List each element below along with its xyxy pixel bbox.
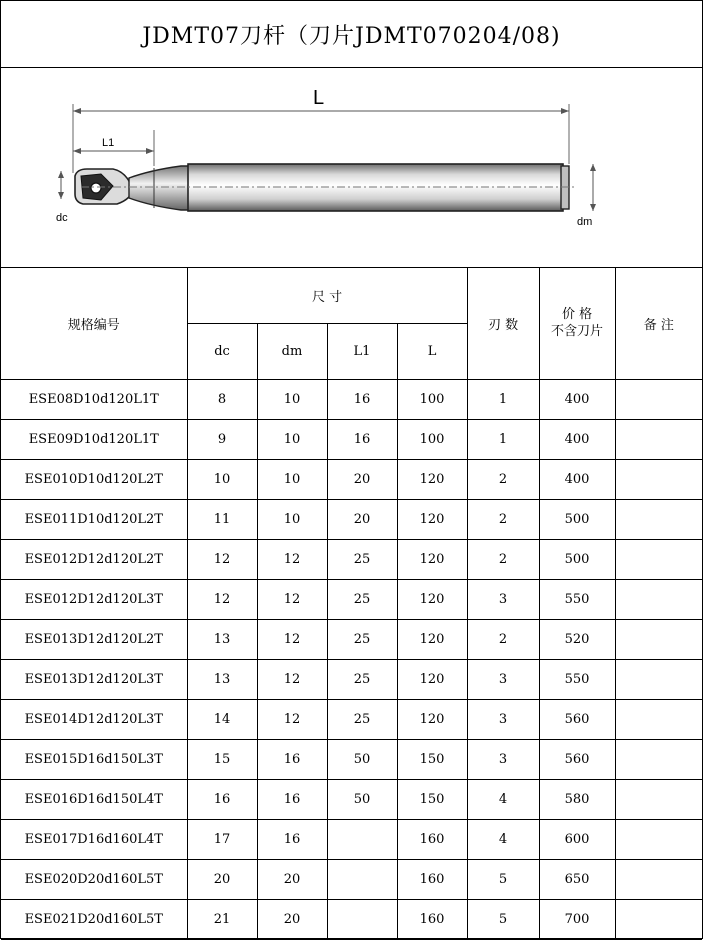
cell-note — [615, 779, 702, 819]
cell-dc: 21 — [187, 899, 257, 939]
cell-edges: 2 — [467, 539, 539, 579]
header-price-line2: 不含刀片 — [551, 324, 604, 340]
cell-code: ESE08D10d120L1T — [1, 379, 187, 419]
cell-dm: 16 — [257, 739, 327, 779]
cell-L1: 20 — [327, 459, 397, 499]
cell-code: ESE013D12d120L2T — [1, 619, 187, 659]
cell-L: 160 — [397, 899, 467, 939]
cell-edges: 2 — [467, 619, 539, 659]
cell-code: ESE012D12d120L3T — [1, 579, 187, 619]
table-row — [1, 419, 702, 459]
cell-code: ESE012D12d120L2T — [1, 539, 187, 579]
cell-price: 560 — [539, 739, 615, 779]
cell-edges: 4 — [467, 779, 539, 819]
tool-drawing — [1, 68, 702, 268]
header-L: L — [397, 323, 467, 379]
cell-dm: 20 — [257, 859, 327, 899]
cell-note — [615, 459, 702, 499]
cell-L: 160 — [397, 859, 467, 899]
header-L1: L1 — [327, 323, 397, 379]
header-remarks: 备 注 — [615, 268, 702, 379]
cell-dc: 10 — [187, 459, 257, 499]
cell-L: 150 — [397, 779, 467, 819]
cell-dm: 12 — [257, 699, 327, 739]
cell-dc: 12 — [187, 539, 257, 579]
spec-table — [1, 268, 702, 940]
cell-price: 550 — [539, 659, 615, 699]
cell-L1: 25 — [327, 619, 397, 659]
table-row — [1, 899, 702, 939]
cell-L: 120 — [397, 459, 467, 499]
cell-dm: 10 — [257, 459, 327, 499]
header-price-line1: 价 格 — [561, 307, 593, 323]
table-row — [1, 779, 702, 819]
cell-note — [615, 579, 702, 619]
cell-L1: 25 — [327, 579, 397, 619]
cell-code: ESE09D10d120L1T — [1, 419, 187, 459]
cell-code: ESE015D16d150L3T — [1, 739, 187, 779]
table-row — [1, 699, 702, 739]
cell-note — [615, 419, 702, 459]
cell-note — [615, 819, 702, 859]
cell-code: ESE013D12d120L3T — [1, 659, 187, 699]
cell-L1: 16 — [327, 379, 397, 419]
cell-dm: 10 — [257, 419, 327, 459]
sheet-title: JDMT07刀杆（刀片JDMT070204/08) — [1, 1, 702, 68]
table-row — [1, 659, 702, 699]
cell-L: 120 — [397, 659, 467, 699]
cell-dc: 9 — [187, 419, 257, 459]
cell-note — [615, 619, 702, 659]
cell-L: 160 — [397, 819, 467, 859]
cell-note — [615, 379, 702, 419]
table-row — [1, 499, 702, 539]
cell-dc: 14 — [187, 699, 257, 739]
cell-edges: 1 — [467, 419, 539, 459]
cell-dm: 12 — [257, 539, 327, 579]
cell-L1: 25 — [327, 699, 397, 739]
cell-L: 100 — [397, 419, 467, 459]
cell-price: 500 — [539, 499, 615, 539]
table-row — [1, 819, 702, 859]
cell-code: ESE010D10d120L2T — [1, 459, 187, 499]
cell-L1: 50 — [327, 739, 397, 779]
cell-dc: 15 — [187, 739, 257, 779]
cell-dm: 10 — [257, 379, 327, 419]
cell-L1 — [327, 859, 397, 899]
cell-dc: 20 — [187, 859, 257, 899]
cell-note — [615, 739, 702, 779]
table-row — [1, 539, 702, 579]
table-row — [1, 619, 702, 659]
cell-L: 120 — [397, 579, 467, 619]
cell-dm: 12 — [257, 659, 327, 699]
cell-edges: 4 — [467, 819, 539, 859]
cell-note — [615, 859, 702, 899]
cell-dm: 16 — [257, 779, 327, 819]
cell-code: ESE011D10d120L2T — [1, 499, 187, 539]
table-row — [1, 579, 702, 619]
cell-dc: 11 — [187, 499, 257, 539]
cell-price: 400 — [539, 459, 615, 499]
cell-price: 580 — [539, 779, 615, 819]
cell-L1 — [327, 819, 397, 859]
cell-L1: 16 — [327, 419, 397, 459]
cell-dc: 17 — [187, 819, 257, 859]
cell-dm: 10 — [257, 499, 327, 539]
cell-code: ESE014D12d120L3T — [1, 699, 187, 739]
cell-price: 600 — [539, 819, 615, 859]
cell-edges: 3 — [467, 579, 539, 619]
cell-L1: 20 — [327, 499, 397, 539]
header-size-group: 尺 寸 — [187, 268, 467, 323]
cell-code: ESE021D20d160L5T — [1, 899, 187, 939]
cell-price: 400 — [539, 419, 615, 459]
dc-label: dc — [56, 212, 68, 224]
cell-edges: 3 — [467, 739, 539, 779]
cell-L: 120 — [397, 619, 467, 659]
cell-note — [615, 899, 702, 939]
cell-edges: 3 — [467, 659, 539, 699]
cell-edges: 2 — [467, 499, 539, 539]
cell-L1 — [327, 899, 397, 939]
cell-dc: 13 — [187, 659, 257, 699]
cell-code: ESE020D20d160L5T — [1, 859, 187, 899]
cell-dm: 12 — [257, 619, 327, 659]
cell-price: 560 — [539, 699, 615, 739]
cell-note — [615, 539, 702, 579]
cell-L1: 25 — [327, 539, 397, 579]
cell-dm: 12 — [257, 579, 327, 619]
cell-edges: 1 — [467, 379, 539, 419]
cell-L1: 50 — [327, 779, 397, 819]
cell-L: 150 — [397, 739, 467, 779]
cell-L: 120 — [397, 499, 467, 539]
cell-price: 500 — [539, 539, 615, 579]
cell-dm: 16 — [257, 819, 327, 859]
header-edges: 刃 数 — [467, 268, 539, 379]
table-row — [1, 739, 702, 779]
cell-price: 700 — [539, 899, 615, 939]
cell-L: 120 — [397, 539, 467, 579]
header-dm: dm — [257, 323, 327, 379]
cell-note — [615, 499, 702, 539]
cell-dc: 8 — [187, 379, 257, 419]
cell-dc: 12 — [187, 579, 257, 619]
cell-edges: 2 — [467, 459, 539, 499]
header-price — [539, 268, 615, 379]
header-code: 规格编号 — [1, 268, 187, 379]
cell-note — [615, 659, 702, 699]
cell-dc: 13 — [187, 619, 257, 659]
cell-edges: 3 — [467, 699, 539, 739]
cell-L: 100 — [397, 379, 467, 419]
cell-edges: 5 — [467, 899, 539, 939]
cell-price: 650 — [539, 859, 615, 899]
L-label: L — [313, 87, 325, 109]
table-row — [1, 459, 702, 499]
cell-L: 120 — [397, 699, 467, 739]
cell-dc: 16 — [187, 779, 257, 819]
cell-code: ESE017D16d160L4T — [1, 819, 187, 859]
header-dc: dc — [187, 323, 257, 379]
cell-edges: 5 — [467, 859, 539, 899]
cell-price: 550 — [539, 579, 615, 619]
boring-bar-diagram — [1, 68, 702, 267]
cell-note — [615, 699, 702, 739]
cell-code: ESE016D16d150L4T — [1, 779, 187, 819]
L1-label: L1 — [102, 137, 115, 149]
table-row — [1, 859, 702, 899]
cell-price: 400 — [539, 379, 615, 419]
cell-L1: 25 — [327, 659, 397, 699]
cell-price: 520 — [539, 619, 615, 659]
dm-label: dm — [577, 216, 593, 228]
cell-dm: 20 — [257, 899, 327, 939]
table-row — [1, 379, 702, 419]
